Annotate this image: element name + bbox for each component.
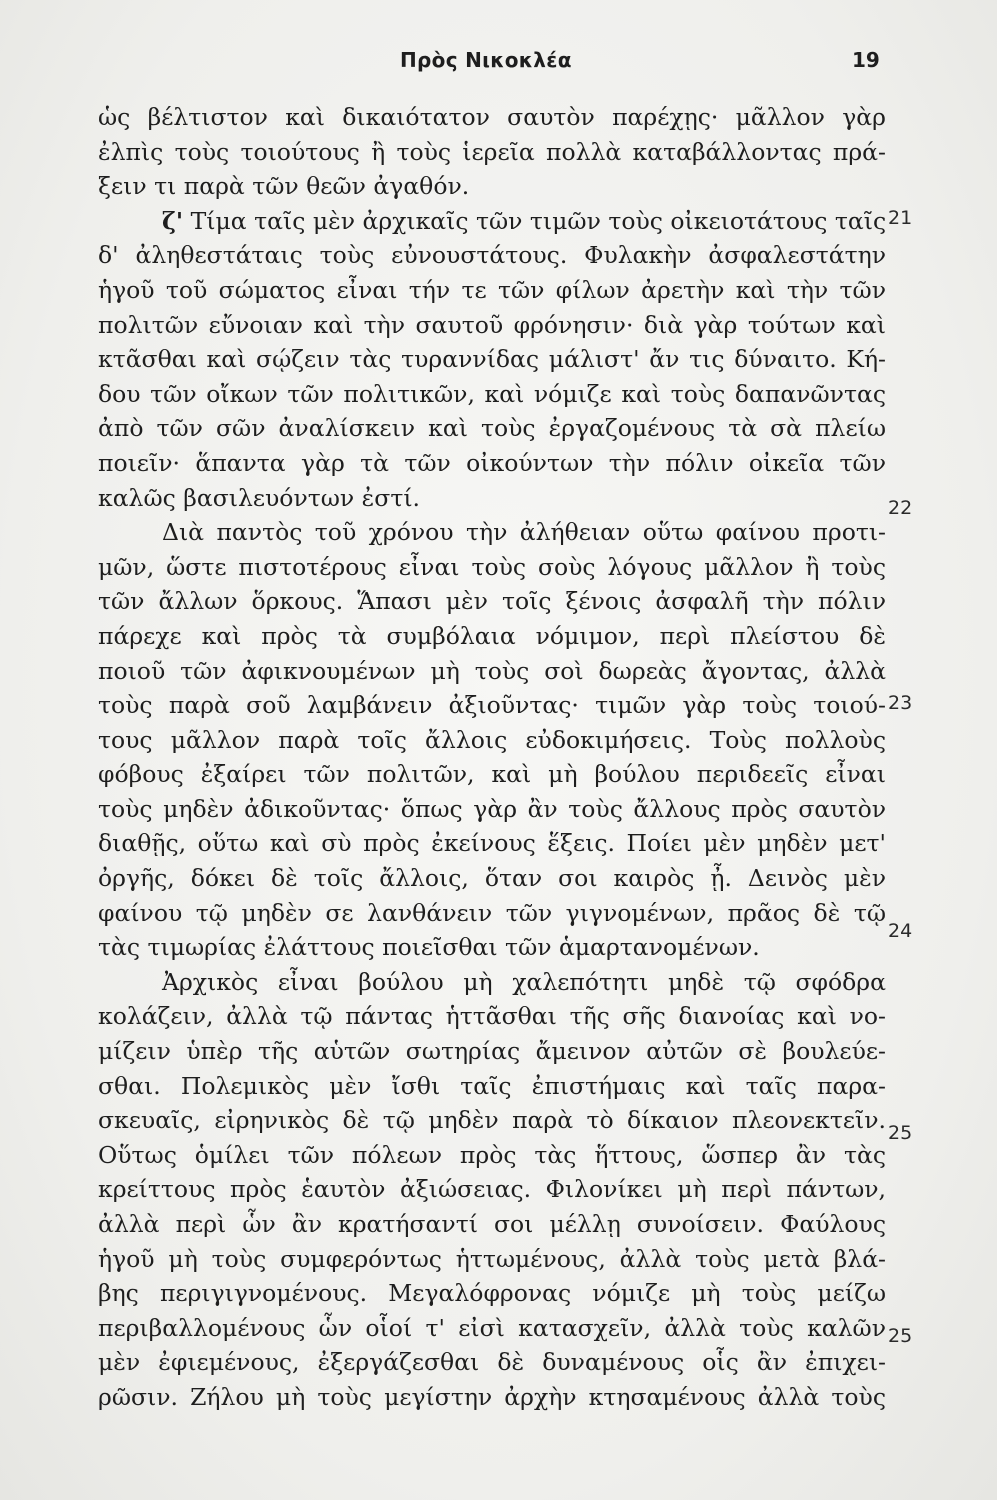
text-line: κτᾶσθαι καὶ σῴζειν τὰς τυραννίδας μάλιστ' ἄν τις δύναιτο. Κή- [98,345,886,374]
text-line: Διὰ παντὸς τοῦ χρόνου τὴν ἀλήθειαν οὕτω φαίνου προτι- [162,518,886,547]
text-line: πάρεχε καὶ πρὸς τὰ συμβόλαια νόμιμον, περὶ πλείστου δὲ [98,621,886,650]
text-line: τοὺς μηδὲν ἀδικοῦντας· ὅπως γὰρ ἂν τοὺς ἄλλους πρὸς σαυτὸν [98,794,886,823]
text-line: κολάζειν, ἀλλὰ τῷ πάντας ἡττᾶσθαι τῆς σῆς διανοίας καὶ νο- [98,1002,886,1031]
text-line: Ἀρχικὸς εἶναι βούλου μὴ χαλεπότητι μηδὲ τῷ σφόδρα [162,967,886,996]
page-header [0,46,997,76]
text-line: ξειν τι παρὰ τῶν θεῶν ἀγαθόν. [98,172,470,201]
text-line: ποιοῦ τῶν ἀφικνουμένων μὴ τοὺς σοὶ δωρεὰς ἄγοντας, ἀλλὰ [98,656,886,685]
text-line: σθαι. Πολεμικὸς μὲν ἴσθι ταῖς ἐπιστήμαις καὶ ταῖς παρα- [98,1071,886,1100]
text-line: τοὺς παρὰ σοῦ λαμβάνειν ἀξιοῦντας· τιμῶν γὰρ τοὺς τοιού- [98,691,886,720]
page-number: 19 [852,48,880,72]
text-line: μὲν ἐφιεμένους, ἐξεργάζεσθαι δὲ δυναμένους οἷς ἂν ἐπιχει- [98,1348,886,1377]
text-line: βης περιγιγνομένους. Μεγαλόφρονας νόμιζε μὴ τοὺς μείζω [98,1279,886,1308]
text-line: ἐλπὶς τοὺς τοιούτους ἢ τοὺς ἱερεῖα πολλὰ καταβάλλοντας πρά- [98,137,886,166]
text-line: ἡγοῦ τοῦ σώματος εἶναι τήν τε τῶν φίλων ἀρετὴν καὶ τὴν τῶν [98,275,886,304]
text-line: δ' ἀληθεστάταις τοὺς εὐνουστάτους. Φυλακὴν ἀσφαλεστάτην [98,241,886,270]
text-line: καλῶς βασιλευόντων ἐστί. [98,483,421,512]
text-line: τὰς τιμωρίας ἐλάττους ποιεῖσθαι τῶν ἁμαρτανομένων. [98,933,760,962]
text-line: Οὕτως ὁμίλει τῶν πόλεων πρὸς τὰς ἥττους, ὥσπερ ἂν τὰς [98,1140,886,1169]
margin-number: 25 [888,1122,913,1144]
text-line: τῶν ἄλλων ὅρκους. Ἅπασι μὲν τοῖς ξένοις ἀσφαλῆ τὴν πόλιν [98,587,886,616]
text-line: ὡς βέλτιστον καὶ δικαιότατον σαυτὸν παρέχῃς· μᾶλλον γὰρ [98,103,886,131]
margin-number: 21 [888,207,913,229]
text-line: περιβαλλομένους ὧν οἷοί τ' εἰσὶ κατασχεῖν, ἀλλὰ τοὺς καλῶν [98,1313,886,1342]
text-line: ἀπὸ τῶν σῶν ἀναλίσκειν καὶ τοὺς ἐργαζομένους τὰ σὰ πλείω [98,414,886,443]
text-line: ἀλλὰ περὶ ὧν ἂν κρατήσαντί σοι μέλλῃ συνοίσειν. Φαύλους [98,1210,886,1238]
text-line: φαίνου τῷ μηδὲν σε λανθάνειν τῶν γιγνομένων, πρᾶος δὲ τῷ [98,898,886,927]
text-line: τους μᾶλλον παρὰ τοῖς ἄλλοις εὐδοκιμήσεις. Τοὺς πολλοὺς [98,725,886,754]
text-line: ὀργῆς, δόκει δὲ τοῖς ἄλλοις, ὅταν σοι καιρὸς ᾖ. Δεινὸς μὲν [98,864,886,893]
text-line: μῶν, ὥστε πιστοτέρους εἶναι τοὺς σοὺς λόγους μᾶλλον ἢ τοὺς [98,552,886,581]
text-line: ἡγοῦ μὴ τοὺς συμφερόντως ἡττωμένους, ἀλλὰ τοὺς μετὰ βλά- [98,1244,886,1273]
text-line: σκευαῖς, εἰρηνικὸς δὲ τῷ μηδὲν παρὰ τὸ δίκαιον πλεονεκτεῖν. [98,1106,886,1135]
text-line [98,204,886,239]
text-line: διαθῇς, οὕτω καὶ σὺ πρὸς ἐκείνους ἕξεις. Ποίει μὲν μηδὲν μετ' [98,829,886,858]
margin-number: 25 [888,1325,913,1347]
text-line: δου τῶν οἴκων τῶν πολιτικῶν, καὶ νόμιζε καὶ τοὺς δαπανῶντας [98,379,886,408]
text-line: πολιτῶν εὔνοιαν καὶ τὴν σαυτοῦ φρόνησιν· διὰ γὰρ τούτων καὶ [98,310,886,339]
text-line: ποιεῖν· ἅπαντα γὰρ τὰ τῶν οἰκούντων τὴν πόλιν οἰκεῖα τῶν [98,448,886,477]
margin-number: 23 [888,692,913,714]
text-line: κρείττους πρὸς ἑαυτὸν ἀξιώσειας. Φιλονίκει μὴ περὶ πάντων, [98,1175,886,1204]
margin-number: 22 [888,497,913,519]
text-line-content: Τίμα ταῖς μὲν ἀρχικαῖς τῶν τιμῶν τοὺς οἰκειοτάτους ταῖς [190,206,887,235]
section-mark: ζ' [162,206,184,235]
text-line: ρῶσιν. Ζήλου μὴ τοὺς μεγίστην ἀρχὴν κτησαμένους ἀλλὰ τοὺς [98,1382,886,1411]
running-title: Πρὸς Νικοκλέα [400,48,572,72]
text-line: μίζειν ὑπὲρ τῆς αὑτῶν σωτηρίας ἄμεινον αὐτῶν σὲ βουλεύε- [98,1037,886,1066]
body-text [98,100,886,1415]
text-line: φόβους ἐξαίρει τῶν πολιτῶν, καὶ μὴ βούλου περιδεεῖς εἶναι [98,760,886,789]
margin-number: 24 [888,920,913,942]
